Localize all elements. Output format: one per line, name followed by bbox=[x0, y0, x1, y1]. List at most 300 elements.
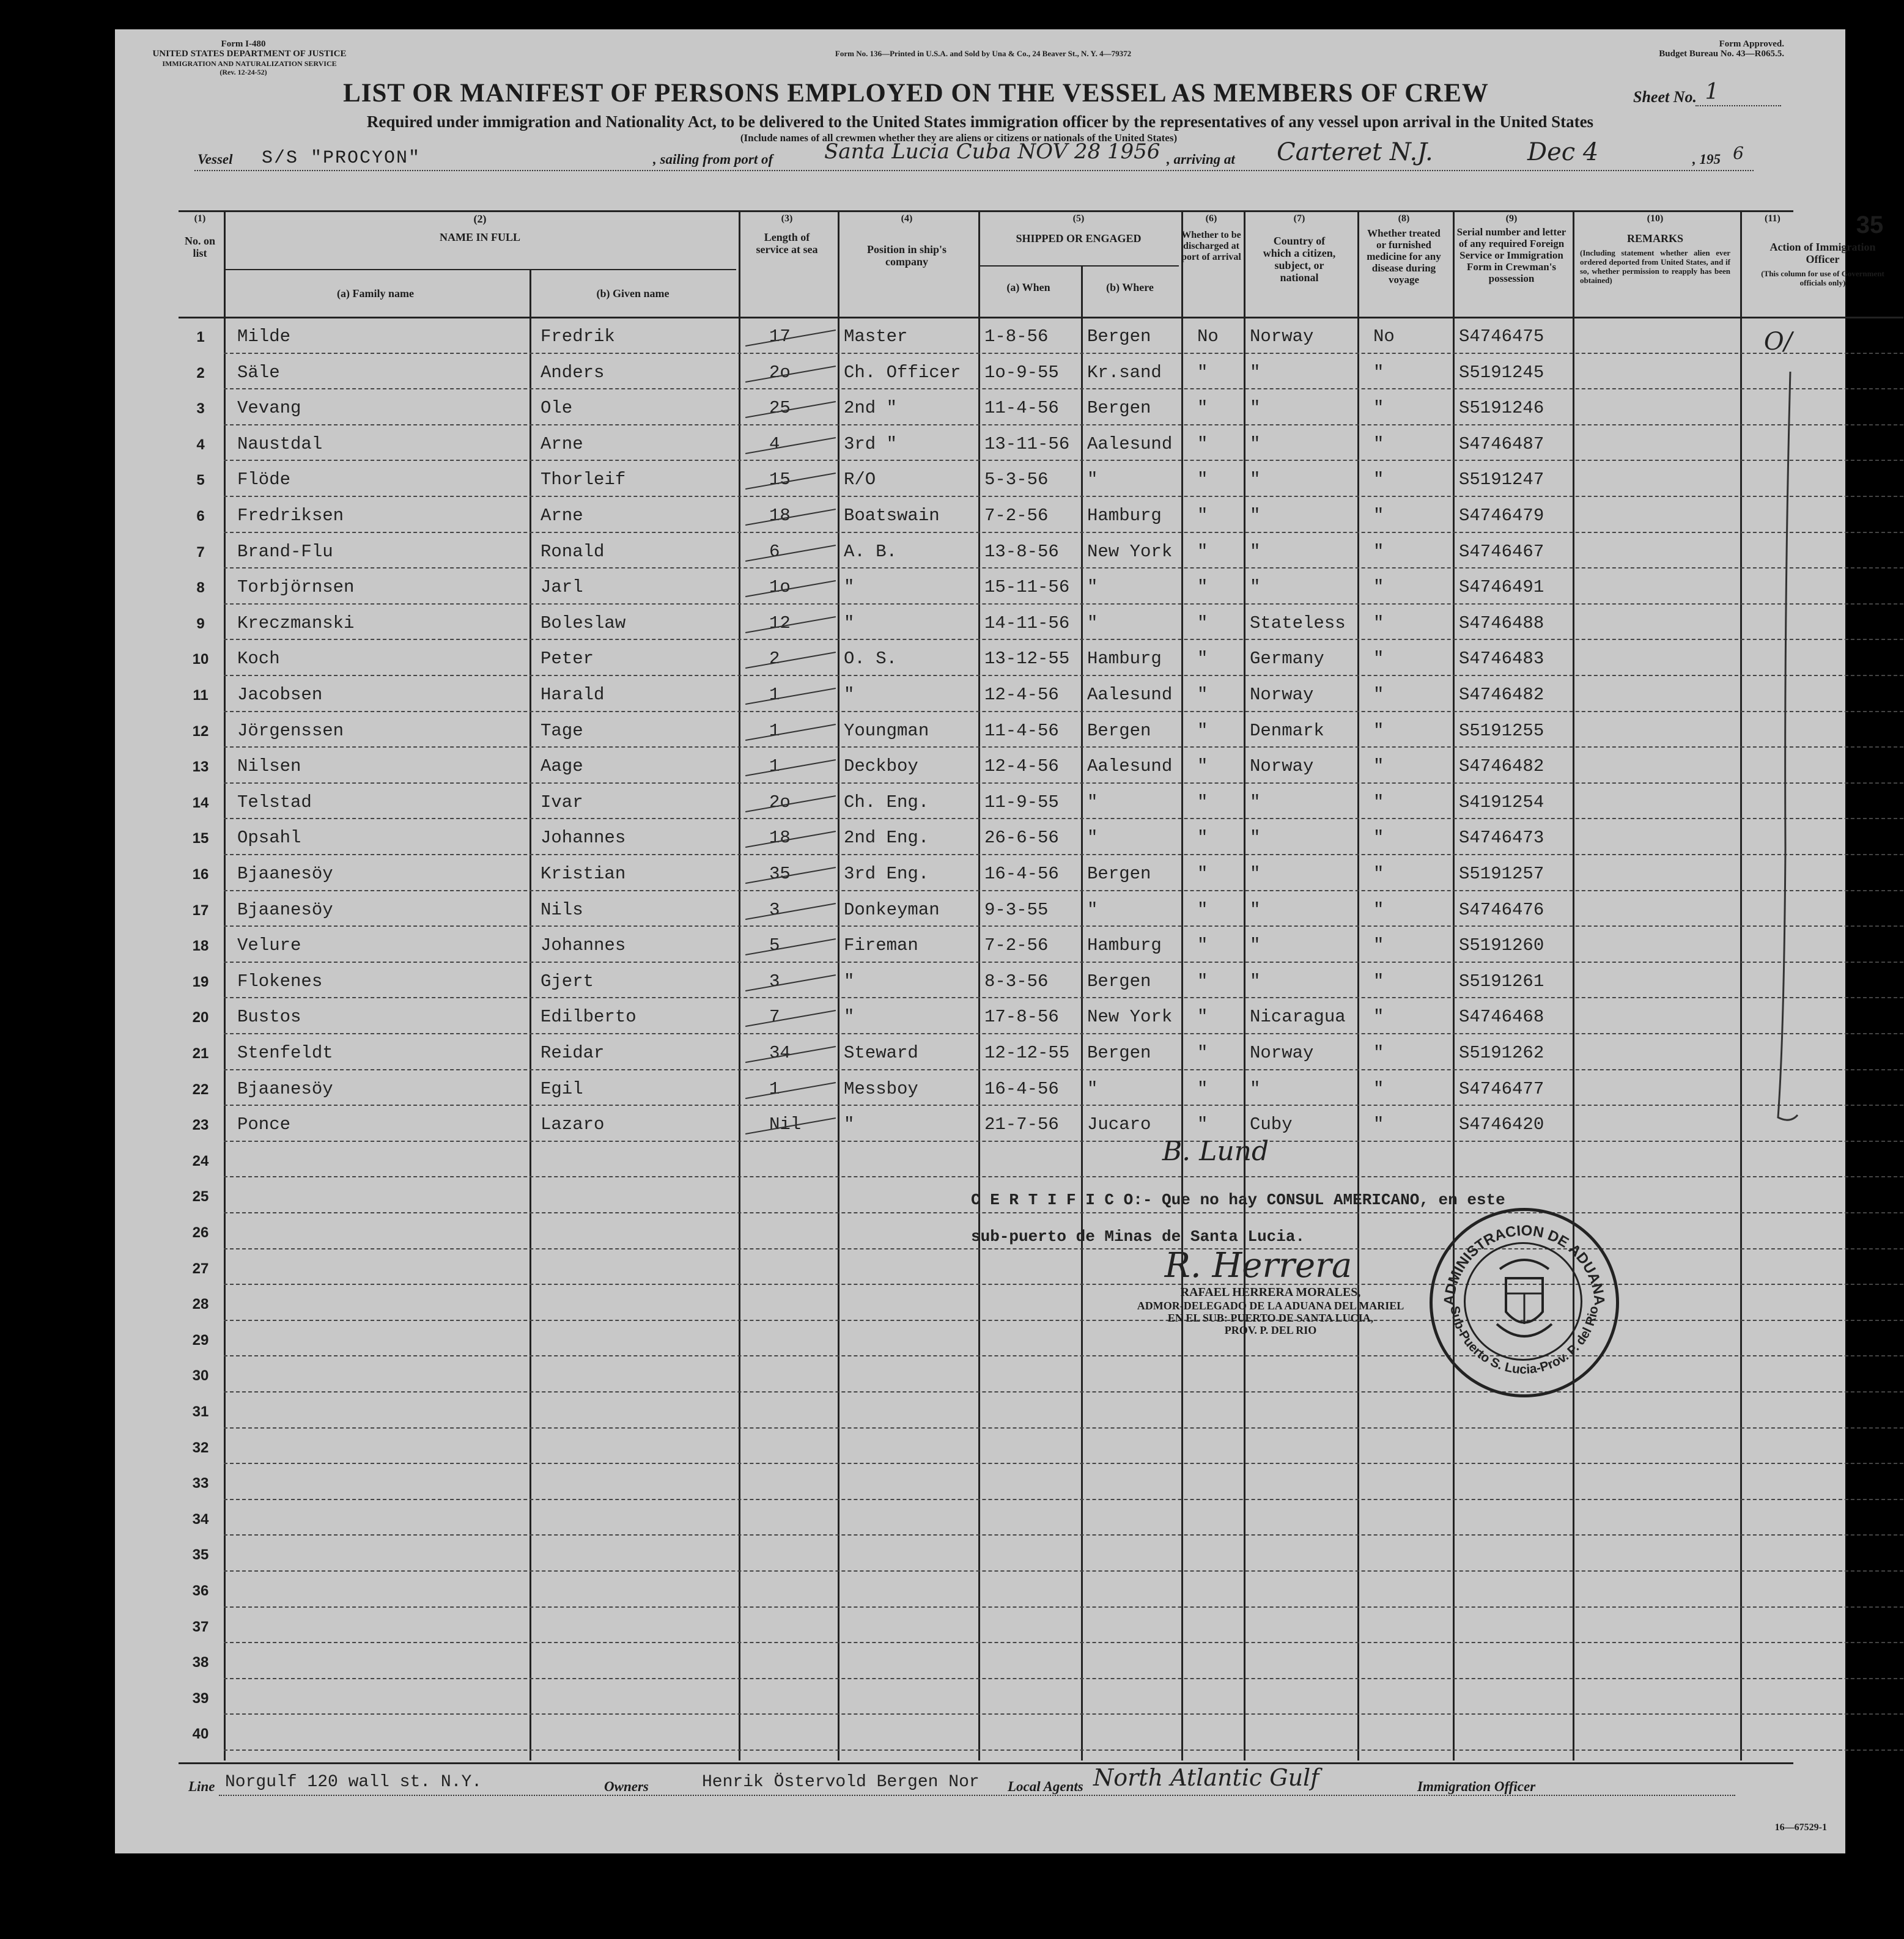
arriving-label: , arriving at bbox=[1167, 152, 1235, 167]
crew-position: " bbox=[844, 685, 855, 705]
row-dashed-line bbox=[224, 1105, 1903, 1106]
coat-of-arms-icon bbox=[1497, 1260, 1552, 1336]
crew-when: 17-8-56 bbox=[984, 1007, 1059, 1028]
col9-number: (9) bbox=[1505, 213, 1518, 224]
crew-position: 3rd " bbox=[844, 433, 898, 454]
crew-family: Velure bbox=[237, 935, 301, 956]
crew-where: Bergen bbox=[1087, 398, 1151, 419]
crew-when: 5-3-56 bbox=[984, 469, 1049, 490]
owners-label: Owners bbox=[604, 1779, 649, 1794]
row-dashed-line bbox=[224, 997, 1903, 998]
crew-serial: S4746479 bbox=[1459, 506, 1544, 526]
crew-position: " bbox=[844, 1114, 855, 1135]
column-line bbox=[978, 210, 980, 1761]
col2b-label: (b) Given name bbox=[596, 287, 670, 300]
row-dashed-line bbox=[224, 1069, 1903, 1070]
crew-medical: " bbox=[1373, 649, 1384, 669]
row-number: 26 bbox=[192, 1224, 209, 1241]
crew-discharge: " bbox=[1197, 971, 1208, 992]
row-number: 17 bbox=[192, 902, 209, 919]
crew-family: Nilsen bbox=[237, 756, 301, 777]
row-number: 22 bbox=[192, 1081, 209, 1098]
col10-header bbox=[1573, 213, 1738, 285]
row-dashed-line bbox=[224, 1176, 1903, 1177]
column-line bbox=[838, 210, 839, 1761]
crew-service: 3 bbox=[769, 899, 780, 920]
crew-country: " bbox=[1250, 899, 1261, 920]
vessel-label: Vessel bbox=[197, 152, 233, 167]
row-dashed-line bbox=[224, 496, 1903, 497]
manifest-sheet bbox=[115, 29, 1884, 1853]
row-dashed-line bbox=[224, 925, 1903, 927]
crew-when: 12-4-56 bbox=[984, 685, 1059, 705]
arrival-date: Dec 4 bbox=[1527, 138, 1599, 166]
crew-family: Säle bbox=[237, 362, 280, 383]
crew-serial: S4746467 bbox=[1459, 541, 1544, 562]
crew-country: Cuby bbox=[1250, 1114, 1293, 1135]
form-approved: Form Approved. bbox=[1719, 39, 1784, 49]
crew-family: Vevang bbox=[237, 398, 301, 419]
crew-when: 13-12-55 bbox=[984, 649, 1070, 669]
line-label: Line bbox=[188, 1779, 215, 1794]
crew-when: 26-6-56 bbox=[984, 828, 1059, 848]
crew-medical: " bbox=[1373, 362, 1384, 383]
crew-service: 5 bbox=[769, 935, 780, 956]
row-dashed-line bbox=[224, 890, 1903, 891]
crew-country: " bbox=[1250, 1078, 1261, 1099]
crew-position: Donkeyman bbox=[844, 899, 940, 920]
crew-medical: " bbox=[1373, 506, 1384, 526]
row-number: 4 bbox=[196, 436, 205, 453]
row-number: 10 bbox=[192, 651, 209, 668]
row-number: 2 bbox=[196, 364, 205, 381]
crew-discharge: " bbox=[1197, 613, 1208, 633]
row-dashed-line bbox=[224, 1141, 1903, 1142]
crew-given: Ivar bbox=[541, 792, 583, 812]
crew-family: Jacobsen bbox=[237, 685, 323, 705]
row-number: 29 bbox=[192, 1331, 209, 1348]
crew-country: " bbox=[1250, 971, 1261, 992]
col2-label: NAME IN FULL bbox=[439, 231, 520, 243]
crew-service: 17 bbox=[769, 326, 791, 347]
crew-medical: " bbox=[1373, 1114, 1384, 1135]
crew-when: 16-4-56 bbox=[984, 1078, 1059, 1099]
row-dashed-line bbox=[224, 532, 1903, 533]
crew-country: " bbox=[1250, 433, 1261, 454]
crew-medical: " bbox=[1373, 398, 1384, 419]
crew-when: 11-4-56 bbox=[984, 720, 1059, 741]
col2-divider bbox=[224, 269, 736, 270]
row-number: 13 bbox=[192, 759, 209, 776]
col5-header bbox=[978, 213, 1179, 245]
col7-number: (7) bbox=[1293, 213, 1305, 224]
crew-service: 12 bbox=[769, 613, 791, 633]
crew-family: Flokenes bbox=[237, 971, 323, 992]
include-note: (Include names of all crewmen whether they are aliens or citizens or nationals of the United States) bbox=[740, 132, 1178, 144]
crew-given: Gjert bbox=[541, 971, 594, 992]
row-number: 34 bbox=[192, 1510, 209, 1528]
crew-position: 2nd " bbox=[844, 398, 898, 419]
row-number: 27 bbox=[192, 1260, 209, 1277]
crew-discharge: " bbox=[1197, 864, 1208, 884]
service: IMMIGRATION AND NATURALIZATION SERVICE bbox=[162, 59, 337, 68]
column-line bbox=[1181, 210, 1183, 1761]
footer-line bbox=[219, 1795, 1735, 1796]
row-number: 36 bbox=[192, 1583, 209, 1599]
crew-medical: " bbox=[1373, 864, 1384, 884]
crew-given: Ronald bbox=[541, 541, 605, 562]
signer-name: RAFAEL HERRERA MORALES, bbox=[1180, 1286, 1361, 1299]
col6-number: (6) bbox=[1205, 213, 1217, 224]
row-dashed-line bbox=[224, 1320, 1903, 1321]
customs-stamp bbox=[1430, 1208, 1619, 1397]
crew-where: Bergen bbox=[1087, 864, 1151, 884]
crew-discharge: " bbox=[1197, 398, 1208, 419]
crew-position: 3rd Eng. bbox=[844, 864, 929, 884]
signer-title-1: ADMOR-DELEGADO DE LA ADUANA DEL MARIEL bbox=[1137, 1300, 1404, 1312]
crew-when: 15-11-56 bbox=[984, 577, 1070, 598]
col5-divider bbox=[978, 265, 1179, 267]
crew-position: Master bbox=[844, 326, 908, 347]
crew-family: Bjaanesöy bbox=[237, 899, 333, 920]
crew-position: Ch. Officer bbox=[844, 362, 961, 383]
crew-medical: " bbox=[1373, 469, 1384, 490]
row-dashed-line bbox=[224, 1248, 1903, 1249]
row-number: 16 bbox=[192, 866, 209, 883]
sheet-line bbox=[1696, 105, 1781, 106]
crew-position: Messboy bbox=[844, 1078, 918, 1099]
crew-given: Ole bbox=[541, 398, 573, 419]
column-line bbox=[1573, 210, 1574, 1761]
sailing-port: Santa Lucia Cuba NOV 28 1956 bbox=[824, 139, 1160, 164]
crew-family: Telstad bbox=[237, 792, 312, 812]
row-number: 23 bbox=[192, 1117, 209, 1134]
crew-given: Reidar bbox=[541, 1043, 605, 1063]
agents-value: North Atlantic Gulf bbox=[1093, 1764, 1319, 1791]
col4-number: (4) bbox=[901, 213, 913, 224]
row-dashed-line bbox=[224, 675, 1903, 676]
crew-serial: S5191245 bbox=[1459, 362, 1544, 383]
crew-discharge: " bbox=[1197, 433, 1208, 454]
crew-where: Bergen bbox=[1087, 720, 1151, 741]
crew-where: Bergen bbox=[1087, 326, 1151, 347]
row-dashed-line bbox=[224, 639, 1903, 640]
col6-label: Whether to be discharged at port of arrival bbox=[1181, 230, 1241, 262]
column-line bbox=[530, 269, 531, 1761]
row-dashed-line bbox=[224, 1284, 1903, 1285]
row-number: 3 bbox=[196, 400, 205, 418]
crew-serial: S5191246 bbox=[1459, 398, 1544, 419]
col3-header bbox=[739, 213, 835, 256]
column-line bbox=[739, 210, 740, 1761]
row-number: 28 bbox=[192, 1296, 209, 1313]
col8-header bbox=[1357, 213, 1450, 285]
col10-label: REMARKS bbox=[1626, 232, 1683, 245]
col1-header bbox=[179, 213, 221, 259]
crew-given: Lazaro bbox=[541, 1114, 605, 1135]
crew-family: Opsahl bbox=[237, 828, 301, 848]
row-dashed-line bbox=[224, 1570, 1903, 1572]
row-number: 12 bbox=[192, 723, 209, 740]
crew-serial: S4191254 bbox=[1459, 792, 1544, 812]
column-line bbox=[1081, 265, 1083, 1761]
crew-given: Arne bbox=[541, 433, 583, 454]
crew-country: Stateless bbox=[1250, 613, 1346, 633]
crew-discharge: " bbox=[1197, 899, 1208, 920]
crew-service: 35 bbox=[769, 864, 791, 884]
col11-number: (11) bbox=[1765, 213, 1780, 224]
crew-given: Arne bbox=[541, 506, 583, 526]
form-code: 16—67529-1 bbox=[1774, 1822, 1827, 1833]
crew-country: Norway bbox=[1250, 756, 1314, 777]
crew-medical: " bbox=[1373, 935, 1384, 956]
crew-when: 16-4-56 bbox=[984, 864, 1059, 884]
crew-position: Fireman bbox=[844, 935, 918, 956]
crew-when: 9-3-55 bbox=[984, 899, 1049, 920]
col9-header bbox=[1453, 213, 1570, 284]
crew-serial: S5191247 bbox=[1459, 469, 1544, 490]
crew-discharge: " bbox=[1197, 1043, 1208, 1063]
crew-family: Ponce bbox=[237, 1114, 291, 1135]
crew-serial: S4746487 bbox=[1459, 433, 1544, 454]
crew-medical: " bbox=[1373, 1078, 1384, 1099]
crew-medical: " bbox=[1373, 828, 1384, 848]
crew-where: Hamburg bbox=[1087, 935, 1162, 956]
crew-given: Thorleif bbox=[541, 469, 626, 490]
cert-line-1: C E R T I F I C O:- Que no hay CONSUL AMERICANO, en este bbox=[971, 1191, 1505, 1209]
officer-label: Immigration Officer bbox=[1417, 1779, 1536, 1794]
crew-country: Nicaragua bbox=[1250, 1007, 1346, 1028]
crew-discharge: " bbox=[1197, 756, 1208, 777]
crew-country: " bbox=[1250, 362, 1261, 383]
row-number: 33 bbox=[192, 1475, 209, 1492]
budget-bureau: Budget Bureau No. 43—R065.5. bbox=[1659, 49, 1784, 59]
crew-discharge: " bbox=[1197, 792, 1208, 812]
crew-service: 34 bbox=[769, 1043, 791, 1063]
crew-where: Jucaro bbox=[1087, 1114, 1151, 1135]
column-line bbox=[1244, 210, 1245, 1761]
crew-discharge: " bbox=[1197, 469, 1208, 490]
action-bracket-icon bbox=[1766, 359, 1803, 1136]
owners-value: Henrik Östervold Bergen Nor bbox=[702, 1773, 980, 1792]
crew-serial: S4746420 bbox=[1459, 1114, 1544, 1135]
action-mark: O/ bbox=[1763, 328, 1793, 356]
crew-service: 3 bbox=[769, 971, 780, 992]
revision: (Rev. 12-24-52) bbox=[220, 68, 267, 76]
crew-given: Egil bbox=[541, 1078, 583, 1099]
crew-where: " bbox=[1087, 1078, 1098, 1099]
row-number: 37 bbox=[192, 1618, 209, 1635]
crew-service: 2 bbox=[769, 649, 780, 669]
row-dashed-line bbox=[224, 818, 1903, 819]
crew-where: " bbox=[1087, 792, 1098, 812]
crew-where: Bergen bbox=[1087, 971, 1151, 992]
crew-where: New York bbox=[1087, 1007, 1173, 1028]
row-dashed-line bbox=[224, 962, 1903, 963]
crew-position: " bbox=[844, 577, 855, 598]
header-rule bbox=[179, 317, 1903, 318]
crew-country: Norway bbox=[1250, 685, 1314, 705]
col2a-label: (a) Family name bbox=[337, 287, 414, 300]
col11-label: Action of Immigration Officer bbox=[1769, 241, 1876, 265]
row-number: 19 bbox=[192, 973, 209, 990]
row-dashed-line bbox=[224, 1212, 1903, 1213]
row-dashed-line bbox=[224, 711, 1903, 712]
crew-serial: S5191261 bbox=[1459, 971, 1544, 992]
row-number: 5 bbox=[196, 472, 205, 489]
crew-service: 2o bbox=[769, 792, 791, 812]
year-digit: 6 bbox=[1733, 143, 1744, 163]
crew-given: Boleslaw bbox=[541, 613, 626, 633]
row-number: 21 bbox=[192, 1045, 209, 1062]
crew-medical: " bbox=[1373, 433, 1384, 454]
col5-label: SHIPPED OR ENGAGED bbox=[1016, 232, 1142, 245]
crew-discharge: " bbox=[1197, 362, 1208, 383]
agents-label: Local Agents bbox=[1008, 1779, 1083, 1794]
page-title: LIST OR MANIFEST OF PERSONS EMPLOYED ON THE VESSEL AS MEMBERS OF CREW bbox=[343, 79, 1489, 108]
crew-given: Aage bbox=[541, 756, 583, 777]
crew-discharge: " bbox=[1197, 577, 1208, 598]
crew-where: Aalesund bbox=[1087, 433, 1173, 454]
row-dashed-line bbox=[224, 1355, 1903, 1356]
crew-given: Tage bbox=[541, 720, 583, 741]
crew-service: 4 bbox=[769, 433, 780, 454]
stamp-top-text: ADMINISTRACION DE ADUANA bbox=[1441, 1222, 1608, 1306]
crew-country: " bbox=[1250, 398, 1261, 419]
crew-family: Brand-Flu bbox=[237, 541, 333, 562]
row-number: 39 bbox=[192, 1690, 209, 1707]
crew-country: " bbox=[1250, 577, 1261, 598]
stamp-bottom-text: Sub-Puerto S. Lucia-Prov. P. del Rio bbox=[1447, 1304, 1601, 1377]
crew-when: 12-12-55 bbox=[984, 1043, 1070, 1063]
cert-line-2: sub-puerto de Minas de Santa Lucia. bbox=[971, 1227, 1305, 1246]
row-number: 31 bbox=[192, 1404, 209, 1420]
row-number: 25 bbox=[192, 1188, 209, 1205]
corner-number: 35 bbox=[1856, 212, 1884, 238]
crew-when: 12-4-56 bbox=[984, 756, 1059, 777]
crew-where: Aalesund bbox=[1087, 756, 1173, 777]
crew-given: Kristian bbox=[541, 864, 626, 884]
crew-family: Koch bbox=[237, 649, 280, 669]
crew-country: " bbox=[1250, 506, 1261, 526]
row-number: 38 bbox=[192, 1654, 209, 1671]
crew-discharge: " bbox=[1197, 685, 1208, 705]
crew-service: 6 bbox=[769, 541, 780, 562]
col3-number: (3) bbox=[781, 213, 793, 224]
department: UNITED STATES DEPARTMENT OF JUSTICE bbox=[152, 49, 347, 59]
row-number: 24 bbox=[192, 1152, 209, 1169]
row-dashed-line bbox=[224, 1642, 1903, 1643]
crew-where: " bbox=[1087, 577, 1098, 598]
crew-position: Deckboy bbox=[844, 756, 918, 777]
crew-position: Ch. Eng. bbox=[844, 792, 929, 812]
crew-family: Bjaanesöy bbox=[237, 864, 333, 884]
crew-discharge: " bbox=[1197, 649, 1208, 669]
crew-when: 11-4-56 bbox=[984, 398, 1059, 419]
crew-serial: S5191255 bbox=[1459, 720, 1544, 741]
col10-note: (Including statement whether alien ever ordered deported from United States, and if so, whether permission to reapply has been obtained) bbox=[1580, 248, 1730, 285]
crew-country: " bbox=[1250, 541, 1261, 562]
col8-number: (8) bbox=[1398, 213, 1410, 224]
crew-given: Johannes bbox=[541, 828, 626, 848]
crew-medical: " bbox=[1373, 613, 1384, 633]
crew-given: Harald bbox=[541, 685, 605, 705]
row-number: 7 bbox=[196, 543, 205, 561]
row-dashed-line bbox=[224, 746, 1903, 748]
col5a-label: (a) When bbox=[1006, 281, 1050, 293]
crew-medical: " bbox=[1373, 577, 1384, 598]
row-dashed-line bbox=[224, 1678, 1903, 1679]
column-line bbox=[1357, 210, 1359, 1761]
crew-service: 1 bbox=[769, 720, 780, 741]
row-dashed-line bbox=[224, 1033, 1903, 1034]
line-value: Norgulf 120 wall st. N.Y. bbox=[225, 1773, 482, 1792]
crew-discharge: " bbox=[1197, 828, 1208, 848]
crew-service: 7 bbox=[769, 1007, 780, 1028]
arriving-port: Carteret N.J. bbox=[1277, 138, 1433, 166]
sheet-number: 1 bbox=[1705, 79, 1719, 105]
crew-serial: S4746483 bbox=[1459, 649, 1544, 669]
crew-medical: " bbox=[1373, 541, 1384, 562]
crew-serial: S4746482 bbox=[1459, 685, 1544, 705]
row-number: 8 bbox=[196, 579, 205, 597]
sailing-label: , sailing from port of bbox=[653, 152, 773, 167]
col3-label: Length of service at sea bbox=[756, 231, 818, 256]
crew-serial: S4746491 bbox=[1459, 577, 1544, 598]
row-dashed-line bbox=[224, 1750, 1903, 1751]
crew-given: Anders bbox=[541, 362, 605, 383]
row-number: 1 bbox=[196, 329, 205, 345]
crew-serial: S4746473 bbox=[1459, 828, 1544, 848]
crew-where: Hamburg bbox=[1087, 649, 1162, 669]
crew-family: Flöde bbox=[237, 469, 291, 490]
crew-family: Milde bbox=[237, 326, 291, 347]
row-dashed-line bbox=[224, 1534, 1903, 1536]
col9-label: Serial number and letter of any required Foreign Service or Immigration Form in Crewman's possession bbox=[1456, 226, 1566, 284]
crew-position: 2nd Eng. bbox=[844, 828, 929, 848]
row-dashed-line bbox=[224, 1606, 1903, 1608]
crew-medical: " bbox=[1373, 685, 1384, 705]
subtitle: Required under immigration and Nationality Act, to be delivered to the United States immigration officer by the representatives of any vessel upon arrival in the United States bbox=[366, 112, 1594, 131]
crew-discharge: " bbox=[1197, 1007, 1208, 1028]
crew-when: 7-2-56 bbox=[984, 506, 1049, 526]
row-number: 11 bbox=[193, 687, 208, 704]
crew-serial: S4746475 bbox=[1459, 326, 1544, 347]
crew-serial: S4746477 bbox=[1459, 1078, 1544, 1099]
row-dashed-line bbox=[224, 1463, 1903, 1464]
crew-where: " bbox=[1087, 899, 1098, 920]
crew-medical: No bbox=[1373, 326, 1395, 347]
row-dashed-line bbox=[224, 1427, 1903, 1429]
crew-medical: " bbox=[1373, 792, 1384, 812]
crew-service: 18 bbox=[769, 506, 791, 526]
crew-medical: " bbox=[1373, 899, 1384, 920]
crew-service: 1o bbox=[769, 577, 791, 598]
row-number: 6 bbox=[196, 508, 205, 524]
crew-position: " bbox=[844, 971, 855, 992]
crew-family: Stenfeldt bbox=[237, 1043, 333, 1063]
row-dashed-line bbox=[224, 424, 1903, 425]
crew-position: " bbox=[844, 613, 855, 633]
crew-service: 1 bbox=[769, 1078, 780, 1099]
crew-where: Aalesund bbox=[1087, 685, 1173, 705]
crew-position: Boatswain bbox=[844, 506, 940, 526]
crew-when: 1-8-56 bbox=[984, 326, 1049, 347]
col6-header bbox=[1181, 213, 1241, 263]
crew-where: " bbox=[1087, 613, 1098, 633]
crew-where: " bbox=[1087, 469, 1098, 490]
row-number: 40 bbox=[192, 1726, 209, 1743]
